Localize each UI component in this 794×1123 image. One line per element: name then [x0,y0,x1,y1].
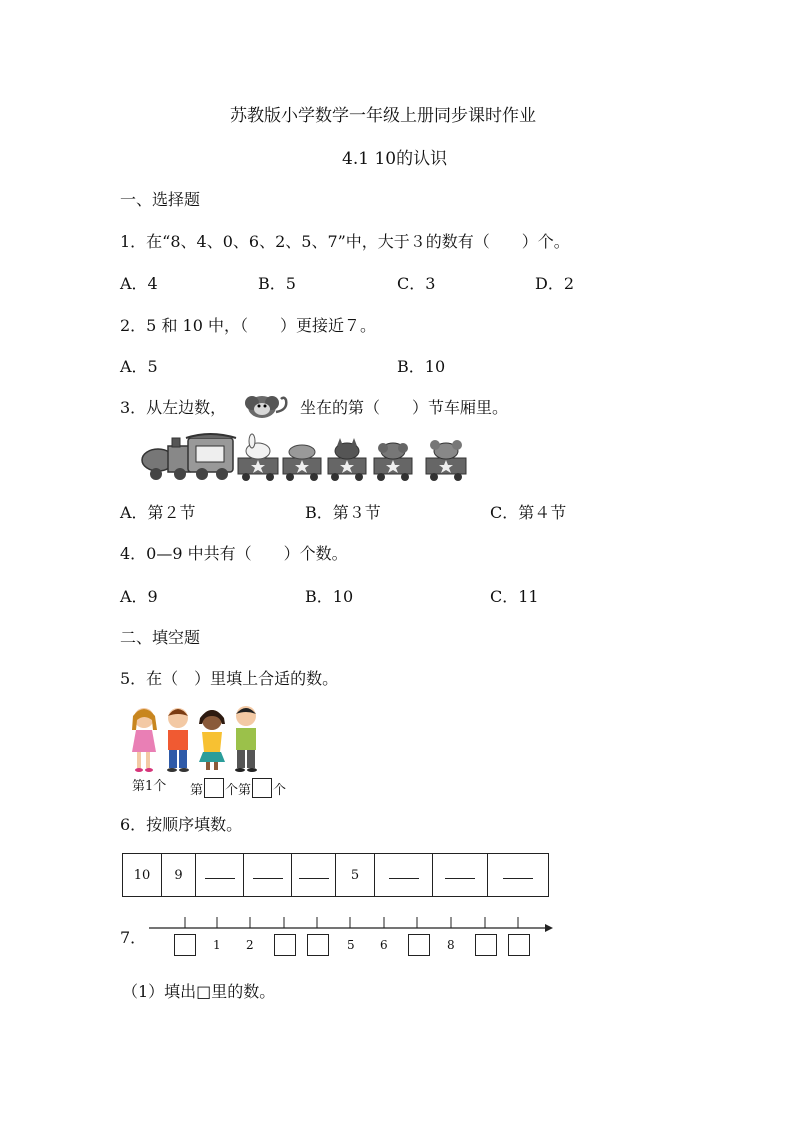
question-5: 5．在（ ）里填上合适的数。 [120,669,339,688]
page-title: 苏教版小学数学一年级上册同步课时作业 [230,106,536,126]
locomotive-icon [142,434,236,480]
number-line-label: 6 [380,938,388,952]
q5-label-ge: 个 [273,783,287,798]
section-heading-choice: 一、选择题 [120,190,201,209]
number-line-label: 5 [347,938,355,952]
sequence-answer-cell[interactable] [433,854,488,897]
q5-answer-box-2[interactable] [252,778,272,798]
q3-option-b: B．第３节 [305,503,381,522]
q5-label-di: 第 [190,783,204,798]
child-4 [235,706,257,772]
train-car-4 [374,443,412,481]
number-line-answer-box[interactable] [508,934,530,956]
sequence-table [122,853,549,897]
sequence-answer-cell[interactable] [196,854,244,897]
q1-option-c: C．3 [397,274,436,293]
number-line-answer-box[interactable] [274,934,296,956]
q4-option-c: C．11 [490,587,539,606]
question-3-end: 坐在的第（ ）节车厢里。 [300,398,509,417]
question-6: 6．按顺序填数。 [120,815,243,834]
q3-option-c: C．第４节 [490,503,567,522]
question-7-part-1: （1）填出□里的数。 [122,982,276,1001]
question-1: 1．在“8、4、0、6、2、5、7”中，大于３的数有（ ）个。 [120,232,570,251]
q2-option-a: A．5 [120,357,158,376]
q3-option-a: A．第２节 [120,503,196,522]
sequence-answer-cell[interactable] [375,854,433,897]
sequence-cell: 9 [162,854,196,897]
question-2: 2．5 和 10 中，（ ）更接近７。 [120,316,376,335]
q4-option-a: A．9 [120,587,158,606]
child-3 [199,710,225,770]
page-subtitle: 4.1 10的认识 [342,149,448,169]
train-car-1 [238,434,278,481]
q5-label-first: 第1个 [132,779,167,794]
q4-option-b: B．10 [305,587,354,606]
number-line-label: 2 [246,938,254,952]
sequence-answer-cell[interactable] [292,854,336,897]
number-line-label: 1 [213,938,221,952]
q1-option-d: D．2 [535,274,575,293]
number-line-label: 8 [447,938,455,952]
child-1 [132,708,157,772]
number-line-answer-box[interactable] [408,934,430,956]
section-heading-fill: 二、填空题 [120,628,201,647]
question-3-start: 3．从左边数， [120,398,227,417]
train-car-5 [426,440,466,481]
q5-blank-line [190,778,286,798]
sequence-cell: 10 [123,854,162,897]
monkey-icon [240,390,296,420]
q1-option-b: B．5 [258,274,296,293]
number-line-answer-box[interactable] [307,934,329,956]
q2-option-b: B．10 [397,357,446,376]
child-2 [167,708,189,772]
train-car-2 [283,445,321,481]
children-illustration [128,704,268,776]
q5-answer-box-1[interactable] [204,778,224,798]
number-line-answer-box[interactable] [174,934,196,956]
train-car-3 [328,438,366,481]
question-7-label: 7． [120,928,147,947]
number-line-answer-box[interactable] [475,934,497,956]
question-4: 4．0—9 中共有（ ）个数。 [120,544,348,563]
q1-option-a: A．4 [120,274,158,293]
sequence-answer-cell[interactable] [488,854,549,897]
train-illustration [138,432,474,482]
q5-label-ge-di: 个第 [225,783,252,798]
sequence-cell: 5 [336,854,375,897]
sequence-answer-cell[interactable] [244,854,292,897]
